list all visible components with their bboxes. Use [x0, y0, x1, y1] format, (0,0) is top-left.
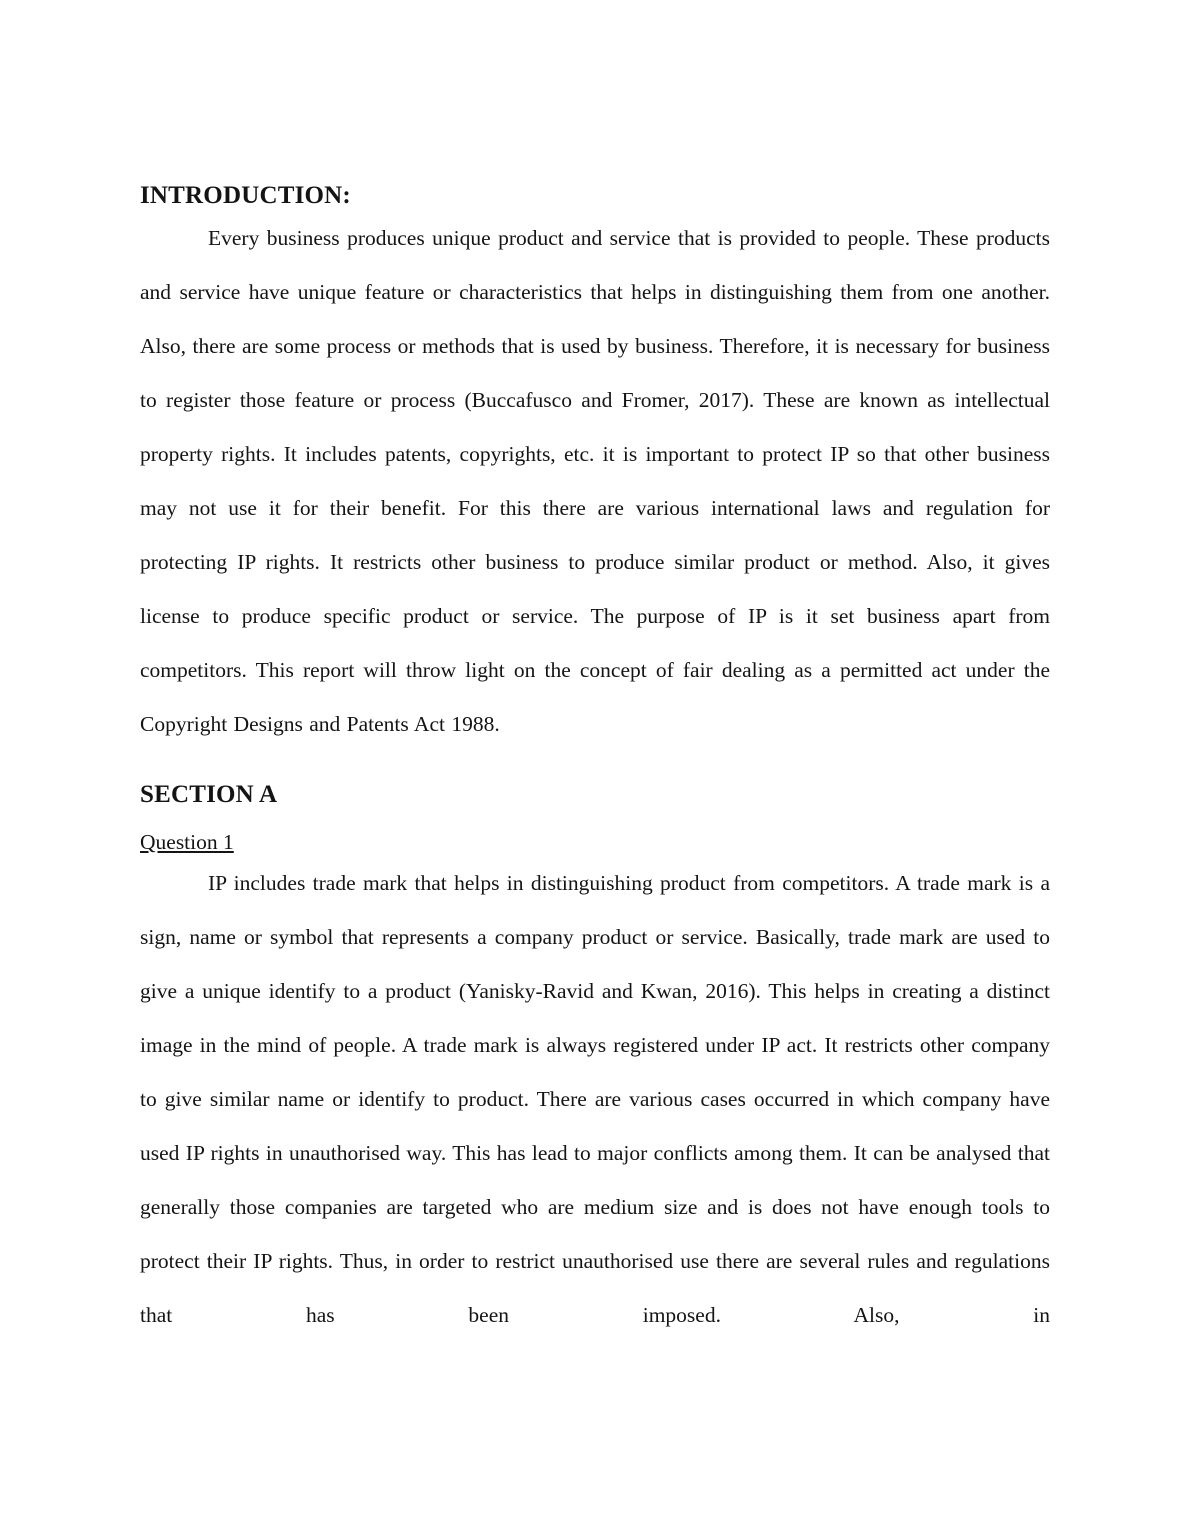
question-1-paragraph: IP includes trade mark that helps in distinguishing product from competitors. A trade mark is a sign, name or symbol that represents a company product or service. Basically, trade mark are used to give a unique identify to a product (Yanisky-Ravid and Kwan, 2016). This helps in creating a distinct image in the mind of people. A trade mark is always registered under IP act. It restricts other company to give similar name or identify to product. There are various cases occurred in which company have used IP rights in unauthorised way. This has lead to major conflicts among them. It can be analysed that generally those companies are targeted who are medium size and is does not have enough tools to protect their IP rights. Thus, in order to restrict unauthorised use there are several rules and regulations that has been imposed. Also, in	[140, 871, 1050, 1327]
section-a-heading: SECTION A	[140, 781, 278, 808]
question-1-label: Question 1	[140, 830, 234, 854]
introduction-heading: INTRODUCTION:	[140, 182, 351, 209]
introduction-paragraph: Every business produces unique product and service that is provided to people. These products and service have unique feature or characteristics that helps in distinguishing them from one another. Also, there are some process or methods that is used by business. Therefore, it is necessary for business to register those feature or process (Buccafusco and Fromer, 2017). These are known as intellectual property rights. It includes patents, copyrights, etc. it is important to protect IP so that other business may not use it for their benefit. For this there are various international laws and regulation for protecting IP rights. It restricts other business to produce similar product or method. Also, it gives license to produce specific product or service. The purpose of IP is it set business apart from competitors. This report will throw light on the concept of fair dealing as a permitted act under the Copyright Designs and Patents Act 1988.	[140, 226, 1050, 736]
